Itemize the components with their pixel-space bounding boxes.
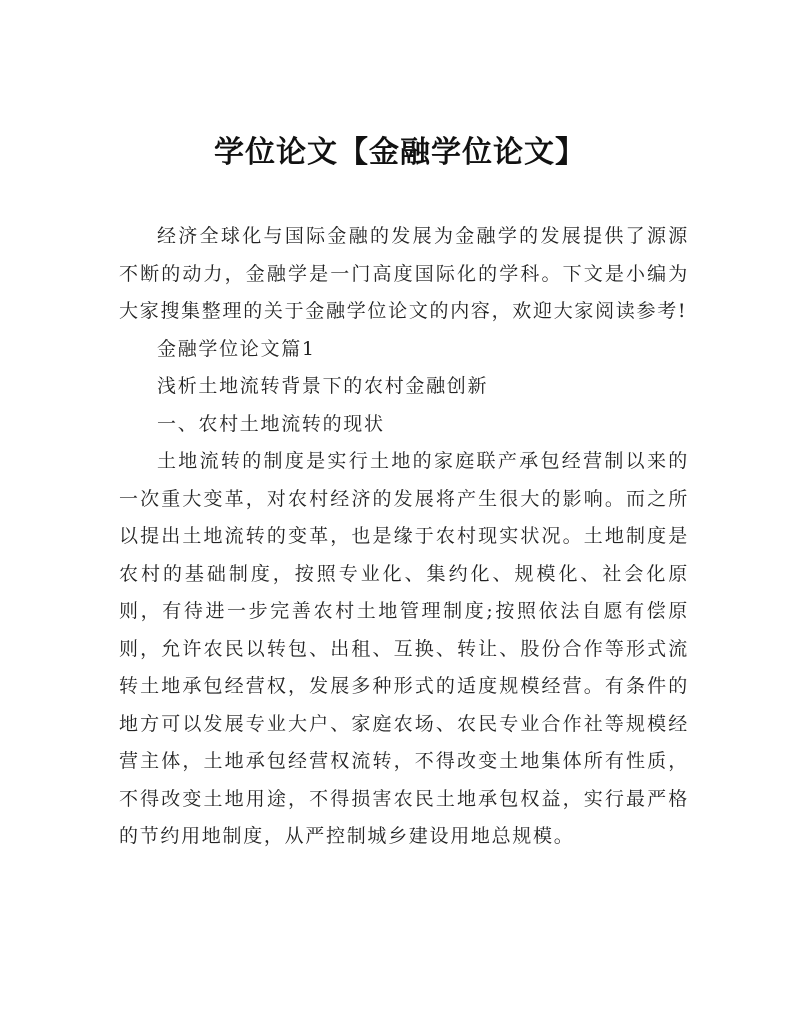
article-label: 金融学位论文篇1 [157, 337, 316, 360]
intro-paragraph: 经济全球化与国际金融的发展为金融学的发展提供了源源不断的动力，金融学是一门高度国际化的学科。下文是小编为大家搜集整理的关于金融学位论文的内容，欢迎大家阅读参考! [119, 225, 689, 322]
section-heading: 一、农村土地流转的现状 [157, 412, 385, 435]
article-title: 浅析土地流转背景下的农村金融创新 [157, 375, 489, 397]
document-body [119, 218, 689, 856]
document-title: 学位论文【金融学位论文】 [214, 135, 586, 170]
section-paragraph: 土地流转的制度是实行土地的家庭联产承包经营制以来的一次重大变革，对农村经济的发展将产生很大的影响。而之所以提出土地流转的变革，也是缘于农村现实状况。土地制度是农村的基础制度，按照专业化、集约化、规模化、社会化原则，有待进一步完善农村土地管理制度;按照依法自愿有偿原则，允许农民以转包、出租、互换、转让、股份合作等形式流转土地承包经营权，发展多种形式的适度规模经营。有条件的地方可以发展专业大户、家庭农场、农民专业合作社等规模经营主体，土地承包经营权流转，不得改变土地集体所有性质，不得改变土地用途，不得损害农民土地承包权益，实行最严格的节约用地制度，从严控制城乡建设用地总规模。 [119, 450, 689, 847]
